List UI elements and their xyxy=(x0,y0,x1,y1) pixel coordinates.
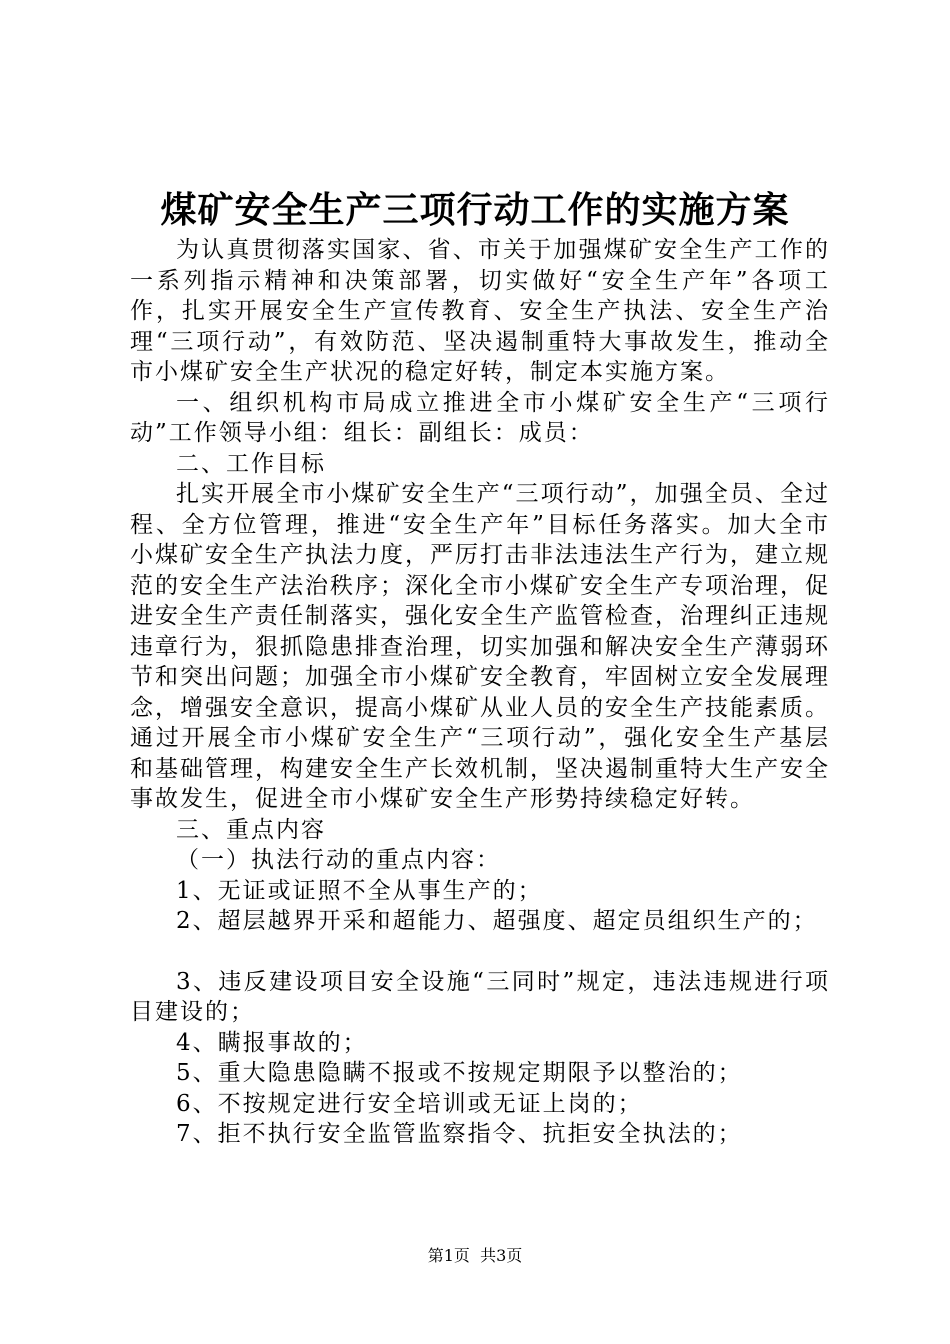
list-item: 7、拒不执行安全监管监察指令、抗拒安全执法的； xyxy=(176,1121,743,1147)
section-heading-key-content: 三、重点内容 xyxy=(176,816,326,843)
goals-paragraph: 扎实开展全市小煤矿安全生产“三项行动”，加强全员、全过程、全方位管理，推进“安全生产年”目标任务落实。加大全市小煤矿安全生产执法力度，严厉打击非法违法生产行为，建立规范的安全生产法治秩序；深化全市小煤矿安全生产专项治理，促进安全生产责任制落实，强化安全生产监管检查，治理纠正违规违章行为，狠抓隐患排查治理，切实加强和解决安全生产薄弱环节和突出问题；加强全市小煤矿安全教育，牢固树立安全发展理念，增强安全意识，提高小煤矿从业人员的安全生产技能素质。通过开展全市小煤矿安全生产“三项行动”，强化安全生产基层和基础管理，构建安全生产长效机制，坚决遏制重特大生产安全事故发生，促进全市小煤矿安全生产形势持续稳定好转。 xyxy=(130,481,830,812)
document-body xyxy=(130,235,830,1150)
section-heading-goals: 二、工作目标 xyxy=(176,450,326,477)
page-number: 第1页 共3页 xyxy=(427,1246,523,1265)
list-item: 4、瞒报事故的； xyxy=(176,1029,368,1056)
list-item: 3、违反建设项目安全设施“三同时”规定，违法违规进行项目建设的； xyxy=(130,968,830,1025)
subsection-heading-enforcement: （一）执法行动的重点内容： xyxy=(176,847,501,873)
list-item: 6、不按规定进行安全培训或无证上岗的； xyxy=(176,1090,643,1117)
section-organization: 一、组织机构市局成立推进全市小煤矿安全生产“三项行动”工作领导小组：组长：副组长：成员： xyxy=(130,389,830,446)
list-item: 1、无证或证照不全从事生产的； xyxy=(176,877,543,904)
list-item: 5、重大隐患隐瞒不报或不按规定期限予以整治的； xyxy=(176,1060,743,1086)
list-item: 2、超层越界开采和超能力、超强度、超定员组织生产的； xyxy=(176,908,818,934)
document-title: 煤矿安全生产三项行动工作的实施方案 xyxy=(160,189,790,231)
intro-paragraph: 为认真贯彻落实国家、省、市关于加强煤矿安全生产工作的一系列指示精神和决策部署，切实做好“安全生产年”各项工作，扎实开展安全生产宣传教育、安全生产执法、安全生产治理“三项行动”，有效防范、坚决遏制重特大事故发生，推动全市小煤矿安全生产状况的稳定好转，制定本实施方案。 xyxy=(130,237,830,385)
